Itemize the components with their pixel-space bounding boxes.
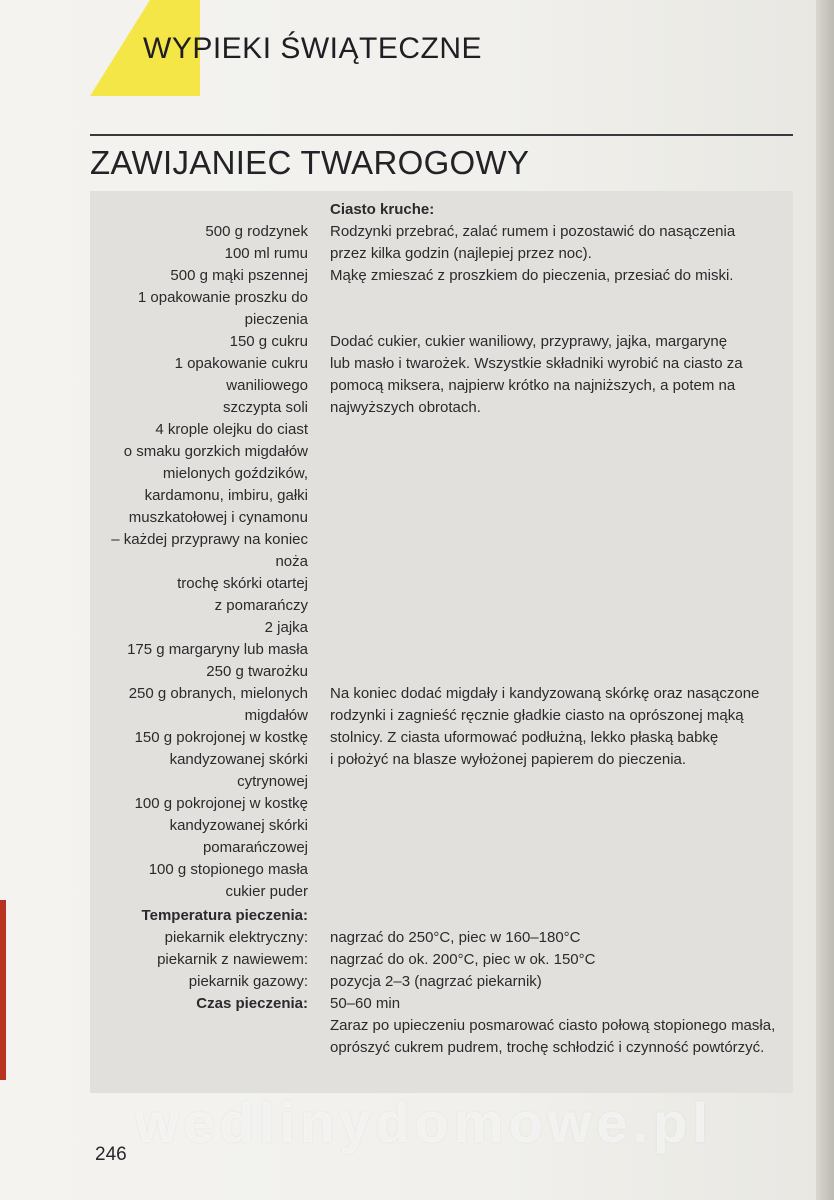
instruction-line: najwyższych obrotach. bbox=[330, 399, 481, 416]
ingredient-line: kardamonu, imbiru, gałki bbox=[144, 487, 308, 504]
ingredient-line: 500 g rodzynek bbox=[205, 223, 308, 240]
gas-oven-label: piekarnik gazowy: bbox=[188, 973, 308, 990]
ingredient-line: 1 opakowanie proszku do bbox=[137, 289, 308, 306]
ingredient-line: 250 g obranych, mielonych bbox=[128, 685, 308, 702]
instruction-line: pomocą miksera, najpierw krótko na najniższych, a potem na bbox=[330, 377, 736, 394]
electric-oven-value: nagrzać do 250°C, piec w 160–180°C bbox=[330, 929, 581, 946]
page-edge-color-strip bbox=[0, 900, 6, 1080]
instruction-block-3 bbox=[330, 683, 795, 771]
ingredient-line: pomarańczowej bbox=[202, 839, 308, 856]
ingredients-list bbox=[90, 221, 308, 903]
gas-oven-value: pozycja 2–3 (nagrzać piekarnik) bbox=[330, 973, 542, 990]
convection-oven-value: nagrzać do ok. 200°C, piec w ok. 150°C bbox=[330, 951, 596, 968]
ingredient-line: kandyzowanej skórki bbox=[169, 817, 308, 834]
final-instruction-line: Zaraz po upieczeniu posmarować ciasto połową stopionego masła, bbox=[330, 1017, 776, 1034]
instruction-block-2 bbox=[330, 331, 795, 419]
instruction-block-1 bbox=[330, 199, 795, 287]
ingredient-line: mielonych goździków, bbox=[162, 465, 308, 482]
ingredient-line: 100 ml rumu bbox=[224, 245, 308, 262]
temperature-heading: Temperatura pieczenia: bbox=[141, 907, 308, 924]
recipe-title: ZAWIJANIEC TWAROGOWY bbox=[90, 144, 530, 181]
final-instruction-line: oprószyć cukrem pudrem, trochę schłodzić i czynność powtórzyć. bbox=[330, 1039, 765, 1056]
instruction-line: stolnicy. Z ciasta uformować podłużną, lekko płaską babkę bbox=[330, 729, 719, 746]
ingredient-line: – każdej przyprawy na koniec bbox=[111, 531, 308, 548]
baking-labels bbox=[90, 905, 308, 1015]
baking-values bbox=[330, 927, 795, 1059]
ingredient-line: 4 krople olejku do ciast bbox=[155, 421, 308, 438]
instruction-line: Dodać cukier, cukier waniliowy, przyprawy, jajka, margarynę bbox=[330, 333, 728, 350]
baking-time-value: 50–60 min bbox=[330, 995, 401, 1012]
ingredient-line: muszkatołowej i cynamonu bbox=[128, 509, 308, 526]
dough-heading: Ciasto kruche: bbox=[330, 201, 435, 218]
ingredient-line: 175 g margaryny lub masła bbox=[127, 641, 308, 658]
ingredient-line: szczypta soli bbox=[222, 399, 308, 416]
instruction-line: Rodzynki przebrać, zalać rumem i pozostawić do nasączenia bbox=[330, 223, 736, 240]
ingredient-line: 1 opakowanie cukru bbox=[174, 355, 308, 372]
ingredient-line: kandyzowanej skórki bbox=[169, 751, 308, 768]
ingredient-line: 150 g cukru bbox=[229, 333, 308, 350]
ingredient-line: trochę skórki otartej bbox=[177, 575, 308, 592]
instruction-line: lub masło i twarożek. Wszystkie składniki wyrobić na ciasto za bbox=[330, 355, 743, 372]
ingredient-line: noża bbox=[275, 553, 308, 570]
ingredient-line: o smaku gorzkich migdałów bbox=[123, 443, 308, 460]
ingredient-line: pieczenia bbox=[244, 311, 308, 328]
baking-time-label: Czas pieczenia: bbox=[196, 995, 308, 1012]
convection-oven-label: piekarnik z nawiewem: bbox=[157, 951, 308, 968]
title-rule bbox=[90, 134, 793, 136]
instruction-line: przez kilka godzin (najlepiej przez noc). bbox=[330, 245, 592, 262]
ingredient-line: waniliowego bbox=[226, 377, 308, 394]
ingredient-line: 100 g stopionego masła bbox=[148, 861, 308, 878]
electric-oven-label: piekarnik elektryczny: bbox=[164, 929, 308, 946]
ingredient-line: 250 g twarożku bbox=[206, 663, 308, 680]
site-watermark: wedlinydomowe.pl bbox=[135, 1091, 713, 1154]
ingredient-line: 100 g pokrojonej w kostkę bbox=[134, 795, 308, 812]
instruction-line: Na koniec dodać migdały i kandyzowaną skórkę oraz nasączone bbox=[330, 685, 760, 702]
page-number: 246 bbox=[95, 1144, 127, 1165]
ingredient-line: 2 jajka bbox=[264, 619, 308, 636]
ingredient-line: migdałów bbox=[244, 707, 308, 724]
ingredient-line: 150 g pokrojonej w kostkę bbox=[134, 729, 308, 746]
ingredient-line: cytrynowej bbox=[237, 773, 308, 790]
ingredient-line: z pomarańczy bbox=[214, 597, 308, 614]
ingredient-line: 500 g mąki pszennej bbox=[170, 267, 308, 284]
ingredient-line: cukier puder bbox=[225, 883, 308, 900]
book-spine-shadow bbox=[816, 0, 834, 1200]
instruction-line: i położyć na blasze wyłożonej papierem do pieczenia. bbox=[330, 751, 687, 768]
section-title: WYPIEKI ŚWIĄTECZNE bbox=[143, 32, 483, 65]
instruction-line: rodzynki i zagnieść ręcznie gładkie ciasto na oprószonej mąką bbox=[330, 707, 744, 724]
instruction-line: Mąkę zmieszać z proszkiem do pieczenia, przesiać do miski. bbox=[330, 267, 734, 284]
